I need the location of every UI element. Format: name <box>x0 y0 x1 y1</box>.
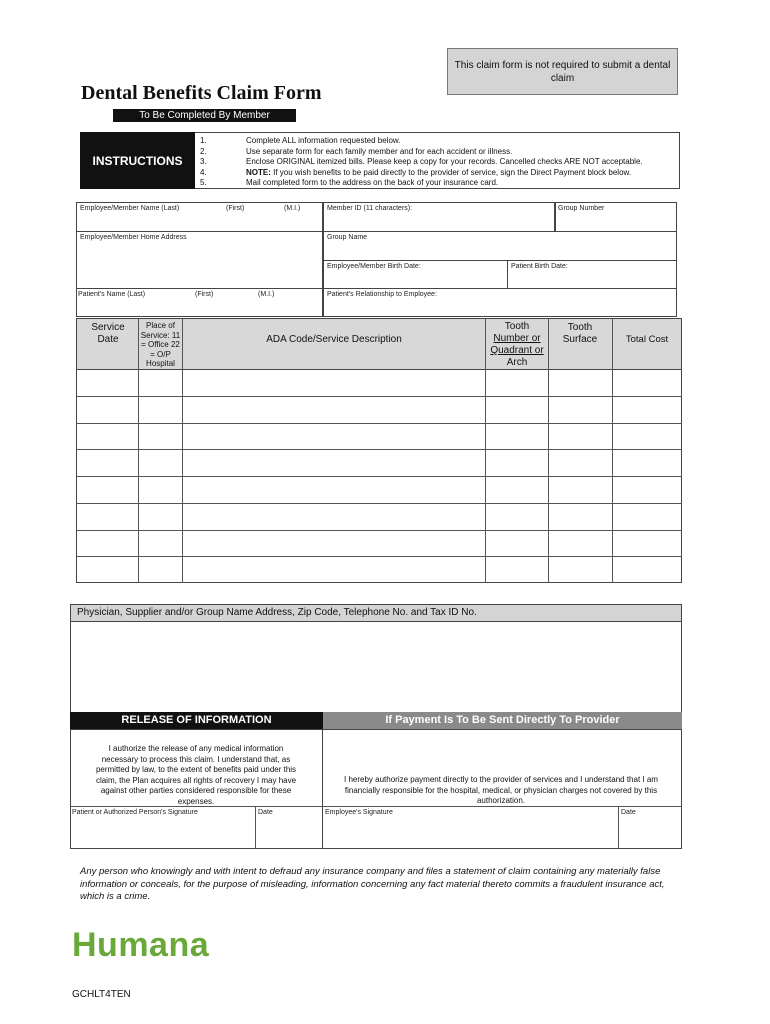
patient-mi-label: (M.I.) <box>258 291 275 298</box>
home-address-label: Employee/Member Home Address <box>80 234 187 241</box>
release-text: I authorize the release of any medical information necessary to process this claim. I understand that, as permitted by law, to the extent of benefits paid under this claim, the Plan acquires all rights of recovery I may have against other parties considered responsible for these expenses. <box>95 744 297 806</box>
col-tooth-number <box>486 321 548 369</box>
instr-num: 5. <box>200 178 207 187</box>
page-title: Dental Benefits Claim Form <box>81 82 322 104</box>
col-tooth-surface: Tooth Surface <box>562 322 598 345</box>
col-place-of-service: Place of Service: 11 = Office 22 = O/P Hospital <box>140 321 181 368</box>
employee-mi-label: (M.I.) <box>284 205 301 212</box>
instr-item: Mail completed form to the address on the back of your insurance card. <box>246 178 499 187</box>
tooth-line: Quadrant or <box>490 345 544 356</box>
instr-num: 1. <box>200 136 207 145</box>
employee-last-label: Employee/Member Name (Last) <box>80 205 180 212</box>
physician-header: Physician, Supplier and/or Group Name Address, Zip Code, Telephone No. and Tax ID No. <box>70 604 682 622</box>
tooth-line: Arch <box>506 357 528 368</box>
humana-logo: Humana <box>72 926 210 964</box>
physician-field[interactable] <box>70 621 682 713</box>
col-total-cost: Total Cost <box>625 334 669 345</box>
release-date-label: Date <box>258 809 273 816</box>
instructions-list <box>246 136 643 189</box>
instructions-label: INSTRUCTIONS <box>80 132 195 189</box>
instr-item: Enclose ORIGINAL itemized bills. Please keep a copy for your records. Cancelled checks ARE NOT acceptable. <box>246 157 643 166</box>
employee-signature-label: Employee's Signature <box>325 809 393 816</box>
note-prefix: NOTE: <box>246 167 271 177</box>
relationship-label: Patient's Relationship to Employee: <box>327 291 437 298</box>
tooth-line: Number or <box>493 333 541 344</box>
payment-text: I hereby authorize payment directly to the provider of services and I understand that I am financially responsible for the hospital, medical, or physician charges not covered by this authorization. <box>344 775 658 805</box>
release-header: RELEASE OF INFORMATION <box>70 712 323 729</box>
tooth-line: Tooth <box>504 321 530 332</box>
notice-box <box>447 48 678 95</box>
employee-first-label: (First) <box>226 205 245 212</box>
group-name-field[interactable] <box>323 231 677 261</box>
form-code: GCHLT4TEN <box>72 989 131 1000</box>
group-number-label: Group Number <box>558 205 605 212</box>
payment-header: If Payment Is To Be Sent Directly To Provider <box>323 712 682 729</box>
instr-num: 3. <box>200 157 207 166</box>
col-ada-code: ADA Code/Service Description <box>266 334 402 345</box>
patient-last-label: Patient's Name (Last) <box>78 291 146 298</box>
fraud-notice: Any person who knowingly and with intent to defraud any insurance company and files a statement of claim containing any materially false information or conceals, for the purpose of misleading, information concerning any fact material thereto commits a fraudulent insurance act, which is a crime. <box>80 866 665 902</box>
note-text: If you wish benefits to be paid directly to the provider of service, sign the Direct Payment block below. <box>273 167 632 177</box>
group-name-label: Group Name <box>327 234 368 241</box>
patient-first-label: (First) <box>195 291 214 298</box>
notice-text: This claim form is not required to submit a dental claim <box>454 59 671 84</box>
col-service-date: Service Date <box>91 322 125 345</box>
instr-item: Use separate form for each family member and for each accident or illness. <box>246 146 513 156</box>
patient-birth-label: Patient Birth Date: <box>511 263 568 270</box>
instr-item: Complete ALL information requested below. <box>246 136 401 145</box>
instr-num: 2. <box>200 146 207 156</box>
instr-item <box>246 168 643 179</box>
payment-date-label: Date <box>621 809 636 816</box>
completed-by-member-bar: To Be Completed By Member <box>113 109 296 122</box>
member-birth-label: Employee/Member Birth Date: <box>327 263 421 270</box>
instr-num: 4. <box>200 167 207 177</box>
patient-signature-label: Patient or Authorized Person's Signature <box>72 809 198 816</box>
instructions-numbers <box>200 136 207 189</box>
member-id-label: Member ID (11 characters): <box>327 205 413 212</box>
